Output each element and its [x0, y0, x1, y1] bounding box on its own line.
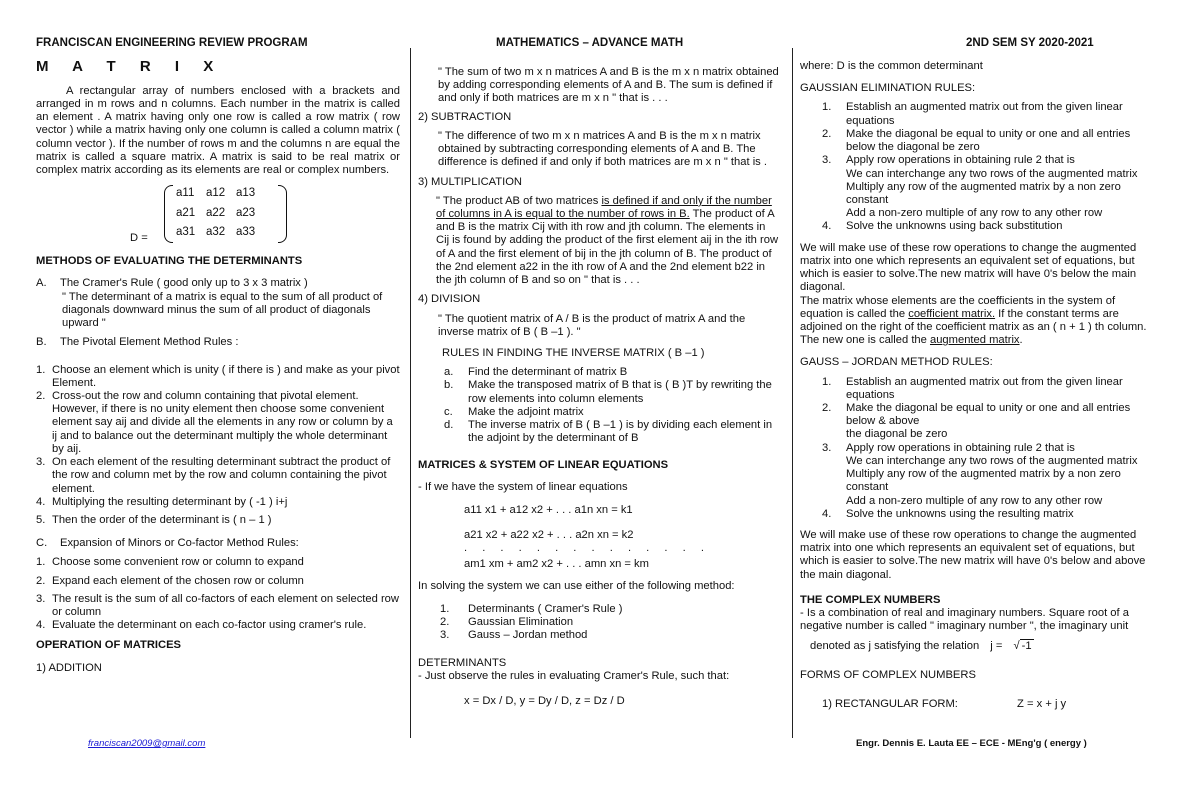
matrix-cell: a33	[236, 226, 256, 239]
addition-label: 1) ADDITION	[36, 661, 102, 674]
solving-text: In solving the system we can use either of the following method:	[418, 579, 735, 592]
inverse-steps	[418, 366, 780, 445]
coefficient-paragraph: The matrix whose elements are the coefficients in the system of equation is called the coefficient matrix. If the constant terms are adjoined on the right of the coefficient matrix as an ( n + 1 ) th column. The new one is called the augmented matrix.	[800, 294, 1147, 347]
gauss-paragraph: We will make use of these row operations to change the augmented matrix into one which represents an equivalent set of equations, but which is easier to solve.The new matrix will have 0's below the main diagonal.	[800, 241, 1137, 294]
matrix-intro: A rectangular array of numbers enclosed with a brackets and arranged in m rows and n columns. Each number in the matrix is called an element . A matrix having only one row is called a row matrix ( row vector ) while a matrix having only one column is called a column matrix ( column vector ). If the number of rows m and the columns n are equal the matrix is called a square matrix. A matrix is said to be real matrix or complex matrix according as its elements are real or complex numbers.	[36, 84, 400, 176]
cramer-formula: x = Dx / D, y = Dy / D, z = Dz / D	[464, 695, 625, 708]
list-item: 4. Solve the unknowns using the resulting matrix	[822, 507, 1074, 520]
gauss-jordan-steps	[800, 376, 1150, 521]
complex-j-line: denoted as j satisfying the relation j = √ -1	[810, 639, 1032, 652]
list-item: 1. Establish an augmented matrix out from the given linear equations	[822, 375, 1123, 401]
matrix-left-bracket	[164, 185, 173, 243]
list-item: 4. Evaluate the determinant on each co-factor using cramer's rule.	[36, 619, 367, 632]
complex-heading: THE COMPLEX NUMBERS	[800, 593, 941, 606]
gauss-heading: GAUSSIAN ELIMINATION RULES:	[800, 82, 976, 95]
multiplication-text: " The product AB of two matrices is defined if and only if the number of columns in A is equal to the number of rows in B. The product of A and B is the matrix Cij with ith row and jth column. The elements in Cij is found by adding the product of the first element aij in the ith row of A and the first element of bij in the jth column of B. The product of the 2nd element a22 in the ith row of A and the 2nd element b22 in the jth column of B and so on " that is . . .	[436, 194, 779, 287]
list-item: 3. Apply row operations in obtaining rule 2 that is We can interchange any two rows of the augmented matrix Multiply any row of the augmented matrix by a non zero constant Add a non-zero multiple of any row to any other row	[822, 154, 1138, 220]
matrix-right-bracket	[278, 185, 287, 243]
matrix-cell: a12	[206, 187, 226, 200]
email-link[interactable]: franciscan2009@gmail.com	[88, 738, 206, 749]
subtraction-label: 2) SUBTRACTION	[418, 110, 512, 123]
column-divider-1	[410, 48, 411, 738]
matrix-cell: a31	[176, 226, 196, 239]
column-3	[800, 60, 1150, 711]
list-item: 1. Choose an element which is unity ( if there is ) and make as your pivot Element.	[36, 363, 400, 389]
gauss-steps	[800, 101, 1150, 233]
cramer-letter: A.	[36, 277, 47, 290]
list-item: d. The inverse matrix of B ( B –1 ) is by dividing each element in the adjoint by the determinant of B	[444, 419, 773, 445]
list-item: 4. Multiplying the resulting determinant by ( -1 ) i+j	[36, 495, 288, 508]
list-item: 2. Make the diagonal be equal to unity or one and all entries below & above the diagonal be zero	[822, 402, 1131, 441]
gauss-jordan-heading: GAUSS – JORDAN METHOD RULES:	[800, 356, 993, 369]
list-item: b. Make the transposed matrix of B that is ( B )T by rewriting the row elements into column elements	[444, 379, 772, 405]
cramer-title: The Cramer's Rule ( good only up to 3 x 3 matrix )	[60, 277, 308, 290]
equation-dots: . . . . . . . . . . . . . .	[464, 542, 710, 555]
matrix-cell: a32	[206, 226, 226, 239]
addition-text: " The sum of two m x n matrices A and B is the m x n matrix obtained by adding corresponding elements of A and B. The sum is defined if and only if both matrices are m x n " that is . . .	[438, 66, 779, 105]
pivot-title: The Pivotal Element Method Rules :	[60, 336, 239, 349]
where-text: where: D is the common determinant	[800, 60, 983, 72]
pivot-letter: B.	[36, 336, 47, 349]
list-item: 4. Solve the unknowns using back substitution	[822, 220, 1063, 233]
list-item: 1. Determinants ( Cramer's Rule )	[440, 603, 623, 615]
header-semester: 2ND SEM SY 2020-2021	[966, 37, 1094, 49]
list-item: 3. On each element of the resulting determinant subtract the product of the row and column met by the row and column containing the pivot element.	[36, 456, 391, 495]
pivot-method	[36, 336, 400, 349]
matrix-cell: a22	[206, 206, 226, 219]
multiplication-label: 3) MULTIPLICATION	[418, 175, 523, 188]
matrix-cell: a23	[236, 206, 256, 219]
matrix-cell: a13	[236, 187, 256, 200]
list-item: 2. Expand each element of the chosen row or column	[36, 574, 304, 587]
rectangular-form: 1) RECTANGULAR FORM: Z = x + j y	[822, 697, 1067, 710]
list-item: a. Find the determinant of matrix B	[444, 366, 628, 379]
list-item: c. Make the adjoint matrix	[444, 405, 584, 418]
forms-heading: FORMS OF COMPLEX NUMBERS	[800, 668, 976, 681]
list-item: 5. Then the order of the determinant is ( n – 1 )	[36, 513, 272, 526]
systems-intro: - If we have the system of linear equations	[418, 480, 628, 493]
determinants-text: - Just observe the rules in evaluating Cramer's Rule, such that:	[418, 669, 730, 682]
matrix-d	[36, 185, 400, 245]
column-1	[36, 58, 400, 675]
division-label: 4) DIVISION	[418, 293, 481, 306]
methods-list	[418, 603, 780, 643]
equation-m: am1 xm + am2 x2 + . . . amn xn = km	[464, 557, 649, 570]
gauss-jordan-paragraph: We will make use of these row operations to change the augmented matrix into one which represents an equivalent set of equations, but which is easier to solve.The new matrix will have 0's below and above the main diagonal.	[800, 529, 1146, 581]
inverse-heading: RULES IN FINDING THE INVERSE MATRIX ( B –1 )	[442, 346, 705, 359]
square-root-icon: √ -1	[1013, 639, 1032, 652]
minors-letter: C.	[36, 537, 48, 550]
list-item: 1. Choose some convenient row or column to expand	[36, 556, 304, 569]
subtraction-text: " The difference of two m x n matrices A and B is the m x n matrix obtained by subtracting corresponding elements of A and B. The difference is defined if and only if both matrices are m x n " that is .	[438, 129, 767, 169]
equation-1: a11 x1 + a12 x2 + . . . a1n xn = k1	[464, 503, 633, 516]
minors-title: Expansion of Minors or Co-factor Method Rules:	[60, 537, 299, 550]
list-item: 2. Make the diagonal be equal to unity or one and all entries below the diagonal be zero	[822, 127, 1131, 154]
matrix-cell: a21	[176, 206, 196, 219]
matrix-cell: a11	[176, 187, 195, 200]
list-item: 3. The result is the sum of all co-factors of each element on selected row or column	[36, 592, 399, 619]
pivot-steps	[36, 364, 400, 528]
operation-heading: OPERATION OF MATRICES	[36, 639, 182, 652]
minors-method	[36, 537, 400, 550]
division-text: " The quotient matrix of A / B is the product of matrix A and the inverse matrix of B ( B –1 ). "	[438, 312, 746, 338]
list-item: 3. Gauss – Jordan method	[440, 629, 588, 642]
equation-2: a21 x2 + a22 x2 + . . . a2n xn = k2	[464, 529, 634, 542]
list-item: 2. Cross-out the row and column containing that pivotal element. However, if there is no unity element then choose some convenient element say aij and divide all the elements in any row or column by a ij and to balance out the determinant multiply the whole determinant by aij.	[36, 389, 393, 455]
list-item: 3. Apply row operations in obtaining rule 2 that is We can interchange any two rows of the augmented matrix Multiply any row of the augmented matrix by a non zero constant Add a non-zero multiple of any row to any other row	[822, 441, 1138, 507]
methods-heading: METHODS OF EVALUATING THE DETERMINANTS	[36, 255, 303, 268]
column-2	[418, 66, 780, 708]
matrix-label: D =	[130, 232, 148, 245]
matrix-grid	[176, 187, 266, 240]
cramer-rule	[36, 277, 400, 290]
systems-heading: MATRICES & SYSTEM OF LINEAR EQUATIONS	[418, 459, 669, 472]
minors-steps	[36, 556, 400, 632]
list-item: 2. Gaussian Elimination	[440, 616, 574, 629]
header-program: FRANCISCAN ENGINEERING REVIEW PROGRAM	[36, 37, 308, 49]
cramer-text: " The determinant of a matrix is equal to the sum of all product of diagonals downward minus the sum of all product of diagonals upward "	[62, 290, 383, 330]
determinants-heading: DETERMINANTS	[418, 656, 507, 669]
column-divider-2	[792, 48, 793, 738]
header-subject: MATHEMATICS – ADVANCE MATH	[496, 37, 684, 49]
page-title: M A T R I X	[36, 58, 224, 75]
list-item: 1. Establish an augmented matrix out from the given linear equations	[822, 101, 1123, 127]
complex-text: - Is a combination of real and imaginary numbers. Square root of a negative number is called " imaginary number ", the imaginary unit	[800, 607, 1129, 633]
author-credit: Engr. Dennis E. Lauta EE – ECE - MEng'g ( energy )	[856, 738, 1087, 749]
